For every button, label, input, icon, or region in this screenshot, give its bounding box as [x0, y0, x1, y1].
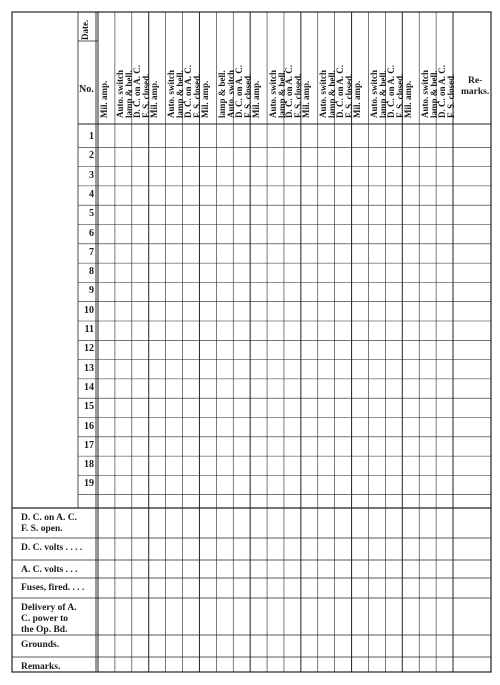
column-header-g6-c2: Auto. switch lamp & bell.: [368, 69, 388, 118]
bottom-row-label: Fuses, fired. . . .: [21, 583, 85, 593]
column-header-g3-c2: lamp & bell. Auto. switch: [216, 69, 236, 118]
row-number: 12: [84, 343, 94, 355]
row-number: 18: [84, 459, 94, 471]
column-header-g7-c3: D. C. on A. C. F. S. closed.: [436, 64, 456, 118]
bottom-row-label: A. C. volts . . .: [21, 565, 78, 575]
row-number: 11: [84, 324, 94, 335]
row-number: 13: [84, 362, 94, 374]
column-header-g4-c2: Auto. switch lamp & bell.: [267, 69, 287, 118]
row-number: 16: [84, 420, 94, 432]
row-number: 17: [84, 439, 94, 451]
column-header-g3-c3: D. C. on A. C. F. S. closed.: [233, 64, 253, 118]
row-number: 15: [84, 401, 94, 413]
column-header-g5-c1: Mil. amp.: [301, 80, 312, 118]
column-header-g6-c3: D. C. on A. C. F. S. closed.: [385, 64, 405, 118]
column-header-g7-c1: Mil. amp.: [402, 80, 413, 118]
bottom-row-label: D. C. volts . . . .: [21, 543, 83, 553]
no-header: No.: [79, 84, 94, 95]
row-number: 10: [84, 304, 94, 316]
row-number: 4: [89, 188, 94, 200]
bottom-row-label: Grounds.: [21, 640, 60, 650]
row-number: 6: [89, 227, 94, 239]
bottom-row-label: D. C. on A. C. F. S. open.: [21, 513, 77, 534]
row-number: 2: [89, 150, 94, 162]
column-header-g2-c3: D. C. on A. C. F. S. closed.: [183, 64, 203, 118]
row-number: 14: [84, 381, 94, 393]
column-header-g1-c2: Auto. switch lamp & bell.: [115, 69, 135, 118]
column-header-g7-c2: Auto. switch lamp & bell.: [419, 69, 439, 118]
column-header-g4-c3: D. C. on A. C. F. S. closed.: [284, 64, 304, 118]
column-header-g5-c2: Auto. switch lamp & bell.: [318, 69, 338, 118]
row-number: 1: [89, 131, 94, 142]
column-header-g2-c2: Auto. switch lamp & bell.: [166, 69, 186, 118]
row-number: 3: [89, 169, 94, 181]
row-number: 19: [84, 478, 94, 490]
row-number: 8: [89, 266, 94, 278]
column-header-g5-c3: D. C. on A. C. F. S. closed.: [335, 64, 355, 118]
column-header-g1-c1: Mil. amp.: [98, 80, 109, 118]
date-header: Date.: [80, 19, 90, 40]
column-header-g1-c3: D. C. on A. C. F. S. closed.: [132, 64, 152, 118]
remarks-header: Re- marks.: [461, 76, 490, 97]
column-header-g3-c1: Mil. amp.: [199, 80, 210, 118]
row-number: 7: [89, 246, 94, 258]
row-number: 9: [89, 285, 94, 297]
column-header-g2-c1: Mil. amp.: [149, 80, 160, 118]
column-header-g4-c1: Mil. amp.: [250, 80, 261, 118]
bottom-row-label: Delivery of A. C. power to the Op. Bd.: [21, 603, 77, 635]
bottom-row-label: Remarks.: [21, 662, 61, 672]
column-header-g6-c1: Mil. amp.: [352, 80, 363, 118]
row-number: 5: [89, 208, 94, 220]
